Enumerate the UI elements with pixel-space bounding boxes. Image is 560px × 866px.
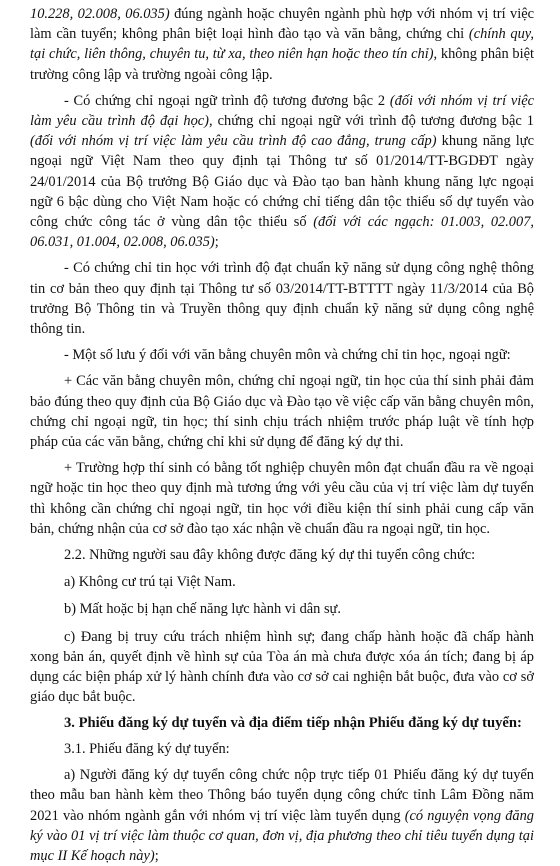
paragraph-item-b: b) Mất hoặc bị hạn chế năng lực hành vi dân sự. [64, 601, 341, 618]
paragraph-item-c: c) Đang bị truy cứu trách nhiệm hình sự; đang chấp hành hoặc đã chấp hành xong bản án, quyết định về hình sự của Tòa án mà chưa được xóa án tích; đang bị áp dụng các biện pháp xử lý hành chính đưa vào cơ sở cai nghiện bắt buộc, đưa vào cơ sở giáo dục bắt buộc. [30, 628, 534, 706]
paragraph-foreign-language [30, 91, 534, 253]
paragraph-note-2: + Trường hợp thí sinh có bằng tốt nghiệp chuyên môn đạt chuẩn đầu ra về ngoại ngữ hoặc tin học theo quy định mà tương ứng với yêu cầu của vị trí việc làm dự tuyển thì không cần chứng chỉ ngoại ngữ, tin học với điều kiện thí sinh phải cung cấp văn bản, chứng nhận của cơ sở đào tạo xác nhận về chuẩn đầu ra ngoại ngữ, tin học. [30, 460, 534, 537]
paragraph-degree-requirements [30, 4, 534, 85]
text-span: ; [154, 848, 159, 865]
paragraph-note-1: + Các văn bằng chuyên môn, chứng chỉ ngoại ngữ, tin học của thí sinh phải đảm bảo đúng theo quy định của Bộ Giáo dục và Đào tạo về việc cấp văn bằng chuyên môn, chứng chỉ ngoại ngữ, tin học; thí sinh chịu trách nhiệm trước pháp luật về tính hợp pháp của các văn bằng, chứng chỉ khi sử dụng để đăng ký dự thi. [30, 373, 534, 451]
text-span: ; [214, 234, 219, 251]
text-span: , không phân biệt trường công lập và trường ngoài công lập. [30, 46, 535, 83]
italic-training-types: (chính quy, tại chức, liên thông, chuyên tu, từ xa, theo niên hạn hoặc theo tín chỉ) [30, 26, 534, 63]
section-heading-3: 3. Phiếu đăng ký dự tuyển và địa điểm tiếp nhận Phiếu đăng ký dự tuyển: [64, 714, 522, 731]
italic-note: (đối với các ngạch: 01.003, 02.007, 06.031, 01.004, 02.008, 06.035) [30, 214, 534, 251]
paragraph-section-3-1: 3.1. Phiếu đăng ký dự tuyển: [64, 741, 230, 757]
text-span: - Có chứng chỉ ngoại ngữ trình độ tương đương bậc 2 [64, 92, 390, 109]
italic-codes: 10.228, 02.008, 06.035) [30, 6, 170, 22]
text-span: a) Người đăng ký dự tuyển công chức nộp trực tiếp 01 Phiếu đăng ký dự tuyển theo mẫu ban hành kèm theo Thông báo tuyển dụng công chức tỉnh Lâm Đồng năm 2021 vào nhóm ngành gắn với nhóm vị trí việc làm tuyển dụng [30, 767, 534, 824]
paragraph-registration-form [30, 765, 534, 866]
paragraph-section-2-2: 2.2. Những người sau đây không được đăng ký dự thi tuyển công chức: [64, 547, 476, 564]
italic-note: (đối với nhóm vị trí việc làm yêu cầu trình độ cao đẳng, trung cấp) [30, 133, 437, 150]
text-span: đúng ngành hoặc chuyên ngành phù hợp với nhóm vị trí việc làm cần tuyển; không phân biệt loại hình đào tạo và văn bằng, chứng chỉ [30, 6, 535, 43]
paragraph-notes-intro: - Một số lưu ý đối với văn bằng chuyên môn và chứng chỉ tin học, ngoại ngữ: [64, 347, 511, 364]
text-span: , chứng chỉ ngoại ngữ với trình độ tương đương bậc 1 [208, 113, 534, 130]
paragraph-it-certificate: - Có chứng chỉ tin học với trình độ đạt chuẩn kỹ năng sử dụng công nghệ thông tin cơ bản theo quy định tại Thông tư số 03/2014/TT-BTTTT ngày 11/3/2014 của Bộ trưởng Bộ Thông tin và Truyền thông quy định chuẩn kỹ năng sử dụng công nghệ thông tin. [30, 260, 534, 338]
paragraph-item-a: a) Không cư trú tại Việt Nam. [64, 574, 236, 591]
text-span: khung năng lực ngoại ngữ Việt Nam theo quy định tại Thông tư số 01/2014/TT-BGDĐT ngày 24/01/2014 của Bộ trưởng Bộ Giáo dục và Đào tạo ban hành khung năng lực ngoại ngữ 6 bậc dùng cho Việt Nam hoặc có chứng chỉ tiếng dân tộc thiểu số dự tuyển vào công chức công tác ở vùng dân tộc thiểu số [30, 133, 534, 231]
italic-note: (đối với nhóm vị trí việc làm yêu cầu trình độ đại học) [30, 92, 534, 130]
italic-note: (có nguyện vọng đăng ký vào 01 vị trí việc làm thuộc cơ quan, đơn vị, địa phương theo chỉ tiêu tuyển dụng tại mục II Kế hoạch này) [30, 807, 534, 865]
